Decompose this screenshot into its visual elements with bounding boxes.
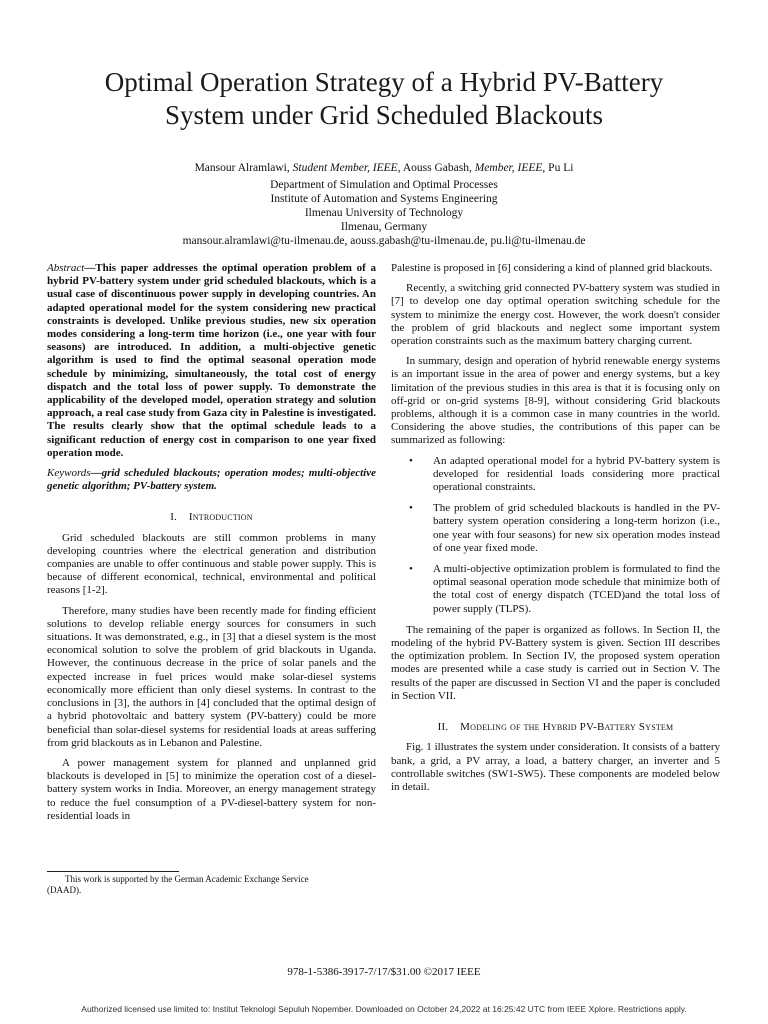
contribution-item [391,455,720,495]
affiliation-emails: mansour.alramlawi@tu-ilmenau.de, aouss.gabash@tu-ilmenau.de, pu.li@tu-ilmenau.de [182,235,586,247]
right-paragraph-2: Recently, a switching grid connected PV-battery system was studied in [7] to develop one day optimal operation switching schedule for the system to minimize the energy cost. However, the work doesn't consider the problem of grid blackouts and neglect some important system operation constraints such as the maximum battery charging current. [391,282,720,348]
abstract-text: —This paper addresses the optimal operation problem of a hybrid PV-battery system under grid scheduled blackouts, which is a usual case of discontinuous power supply in developing countries. An adapted operational model for the system considering new practical constraints is developed. Unlike previous studies, new six operation modes considering a long-term time horizon (i.e., one year with four seasons) are introduced. In addition, a multi-objective genetic algorithm is used to find the optimal seasonal operation mode schedule by minimizing, simultaneously, the total cost of energy dispatch and the total loss of power supply. To demonstrate the applicability of the developed model, operation strategy and solution approach, a real case study from Gaza city in Palestine is investigated. The results clearly show that the optimal schedule leads to a significant reduction of energy cost in comparison to one year fixed operation mode. [47,262,376,459]
isbn-copyright: 978-1-5386-3917-7/17/$31.00 ©2017 IEEE [287,966,481,978]
right-paragraph-3: In summary, design and operation of hybrid renewable energy systems is an important issue in the area of power and energy systems, but a key limitation of the previous studies in this area is that it is focusing only on off-grid or on-grid systems [8-9], without considering Grid blackouts problems, although it is a common case in many countries in the world. Considering the above studies, the contributions of this paper can be summarized as following: [391,355,720,447]
affiliation-department: Department of Simulation and Optimal Processes [270,179,498,191]
affiliation-location: Ilmenau, Germany [340,221,428,233]
section-2-title: Modeling of the Hybrid PV-Battery System [460,721,674,734]
paper-title-line-2: System under Grid Scheduled Blackouts [165,100,603,130]
footnote-divider [47,871,179,872]
contribution-text: The problem of grid scheduled blackouts is handled in the PV-battery system operation considering a long-term horizon (i.e., one year with four seasons) for new six operation modes instead of one year fixed mode. [433,502,720,554]
section-heading-introduction [47,511,376,524]
author-2-role: Member, IEEE [474,162,543,174]
right-paragraph-1: Palestine is proposed in [6] considering a kind of planned grid blackouts. [391,262,713,274]
intro-paragraph-1: Grid scheduled blackouts are still common problems in many developing countries where the electrical generation and distribution companies are unable to offer continuous and stable power supply. This is because of different economical, technical, environmental and political reasons [1-2]. [47,531,376,597]
author-1-role: Student Member, IEEE [292,162,398,174]
section-2-paragraph: Fig. 1 illustrates the system under consideration. It consists of a battery bank, a grid, a PV array, a load, a battery charger, an inverter and 5 controllable switches (SW1-SW5). These components are modeled below in detail. [391,741,720,793]
author-2: , Aouss Gabash, [397,162,475,174]
abstract [47,262,376,460]
abstract-lead: Abstract [47,262,85,274]
right-column [391,262,720,801]
footnote-line-2: (DAAD). [47,885,82,895]
organization-paragraph: The remaining of the paper is organized as follows. In Section II, the modeling of the hybrid PV-Battery system is given. Section III describes the optimization problem. In Section IV, the proposed system operation modes are presented while a case study is carried out in Section V. The results of the paper are discussed in Section VI and the paper is concluded in Section VII. [391,623,720,702]
licence-notice: Authorized licensed use limited to: Institut Teknologi Sepuluh Nopember. Downloaded on October 24,2022 at 16:25:42 UTC from IEEE Xplore. Restrictions apply. [81,1004,687,1014]
author-1: Mansour Alramlawi, [194,162,293,174]
section-heading-modeling [391,721,720,734]
affiliation-block [0,178,768,248]
intro-paragraph-3: A power management system for planned and unplanned grid blackouts is developed in [5] to minimize the operation cost of a diesel-battery system works in India. Moreover, an energy management strategy to reduce the fuel consumption of a PV-diesel-battery system for non-residential loads in [47,756,376,822]
section-1-number: I. [170,511,178,524]
keywords-lead: Keywords [47,467,91,480]
contributions-list [391,455,720,616]
left-column [47,262,376,830]
contribution-text: An adapted operational model for a hybrid PV-battery system is developed for residential loads considering more practical operational constraints. [433,454,720,494]
intro-paragraph-2: Therefore, many studies have been recently made for finding efficient solutions to develop reliable energy sources for consumers in such situations. It was demonstrated, e.g., in [3] that a diesel system is the most economical solution to solve the problem of grid blackouts in Uganda. However, the continuous decrease in the price of solar panels and the expected increase in fuel prices would make solar-diesel systems economically more efficient than only diesel systems. In contrast to the conclusions in [3], the authors in [4] concluded that the optimal design of a hybrid photovoltaic and battery system (PV-battery) could be more beneficial than solar-diesel systems for residential loads at areas suffering from grid blackouts as in Lebanon and Palestine. [47,604,376,749]
affiliation-institute: Institute of Automation and Systems Engineering [270,193,498,205]
section-1-title: Introduction [188,511,253,524]
footnote [47,874,377,896]
bullet-icon: • [409,502,413,515]
footnote-line-1: This work is supported by the German Academic Exchange Service [65,874,309,884]
paper-title-line-1: Optimal Operation Strategy of a Hybrid PV-Battery [104,67,664,97]
author-3: , Pu Li [542,162,574,174]
contribution-item [391,502,720,555]
affiliation-university: Ilmenau University of Technology [304,207,464,219]
keywords [47,467,376,493]
author-line [0,161,768,175]
bullet-icon: • [409,563,413,576]
keywords-text: —grid scheduled blackouts; operation modes; multi-objective genetic algorithm; PV-battery system. [47,467,376,493]
contribution-item [391,563,720,616]
bullet-icon: • [409,454,413,467]
contribution-text: A multi-objective optimization problem is formulated to find the optimal seasonal operation mode schedule that minimize both of the total cost of energy dispatch (TCED)and the total loss of power supply (TLPS). [433,563,720,615]
paper-title [30,66,738,132]
section-2-number: II. [437,721,449,734]
